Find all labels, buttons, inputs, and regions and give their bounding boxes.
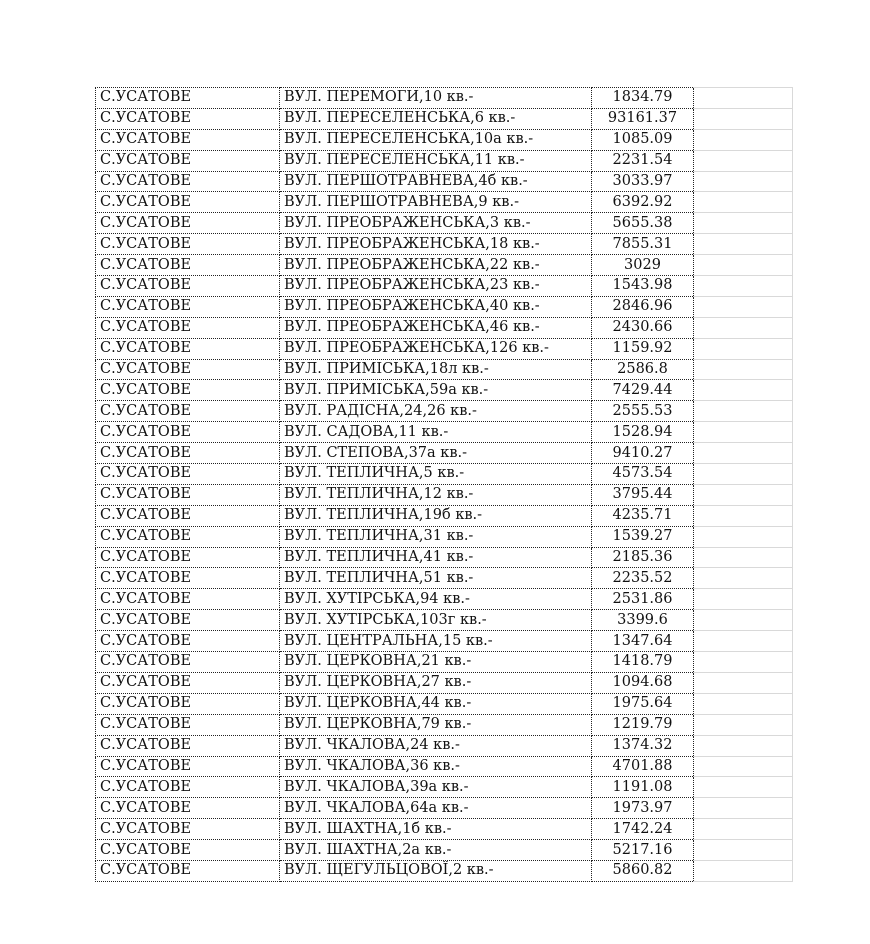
table-row [96, 150, 793, 171]
table-row [96, 234, 793, 255]
empty-cell [694, 589, 793, 610]
address-cell: ВУЛ. ЦЕНТРАЛЬНА,15 кв.- [280, 631, 592, 652]
address-cell: ВУЛ. ПЕРЕМОГИ,10 кв.- [280, 88, 592, 109]
table-row [96, 840, 793, 861]
table-body [96, 88, 793, 882]
address-cell: ВУЛ. ПРЕОБРАЖЕНСЬКА,23 кв.- [280, 276, 592, 297]
table-row [96, 359, 793, 380]
village-cell: С.УСАТОВЕ [96, 840, 280, 861]
address-cell: ВУЛ. ЦЕРКОВНА,44 кв.- [280, 693, 592, 714]
address-cell: ВУЛ. ПРЕОБРАЖЕНСЬКА,40 кв.- [280, 296, 592, 317]
empty-cell [694, 171, 793, 192]
village-cell: С.УСАТОВЕ [96, 505, 280, 526]
amount-cell: 1539.27 [592, 526, 694, 547]
amount-cell: 3033.97 [592, 171, 694, 192]
address-cell: ВУЛ. ПРЕОБРАЖЕНСЬКА,22 кв.- [280, 255, 592, 276]
address-cell: ВУЛ. ЧКАЛОВА,36 кв.- [280, 756, 592, 777]
address-cell: ВУЛ. ТЕПЛИЧНА,31 кв.- [280, 526, 592, 547]
village-cell: С.УСАТОВЕ [96, 777, 280, 798]
table-row [96, 464, 793, 485]
table-row [96, 108, 793, 129]
empty-cell [694, 422, 793, 443]
empty-cell [694, 610, 793, 631]
address-cell: ВУЛ. ЧКАЛОВА,39а кв.- [280, 777, 592, 798]
amount-cell: 3795.44 [592, 484, 694, 505]
village-cell: С.УСАТОВЕ [96, 672, 280, 693]
village-cell: С.УСАТОВЕ [96, 798, 280, 819]
table-row [96, 422, 793, 443]
amount-cell: 2531.86 [592, 589, 694, 610]
address-cell: ВУЛ. САДОВА,11 кв.- [280, 422, 592, 443]
village-cell: С.УСАТОВЕ [96, 631, 280, 652]
empty-cell [694, 150, 793, 171]
amount-cell: 1834.79 [592, 88, 694, 109]
empty-cell [694, 380, 793, 401]
amount-cell: 1159.92 [592, 338, 694, 359]
debt-table [95, 87, 793, 882]
village-cell: С.УСАТОВЕ [96, 296, 280, 317]
amount-cell: 93161.37 [592, 108, 694, 129]
empty-cell [694, 756, 793, 777]
village-cell: С.УСАТОВЕ [96, 108, 280, 129]
amount-cell: 4235.71 [592, 505, 694, 526]
table-row [96, 756, 793, 777]
address-cell: ВУЛ. ПРИМІСЬКА,18л кв.- [280, 359, 592, 380]
table-row [96, 714, 793, 735]
amount-cell: 6392.92 [592, 192, 694, 213]
address-cell: ВУЛ. ХУТІРСЬКА,103г кв.- [280, 610, 592, 631]
amount-cell: 3029 [592, 255, 694, 276]
amount-cell: 2231.54 [592, 150, 694, 171]
table-row [96, 484, 793, 505]
table-row [96, 631, 793, 652]
amount-cell: 2185.36 [592, 547, 694, 568]
village-cell: С.УСАТОВЕ [96, 735, 280, 756]
village-cell: С.УСАТОВЕ [96, 276, 280, 297]
address-cell: ВУЛ. ПРЕОБРАЖЕНСЬКА,18 кв.- [280, 234, 592, 255]
village-cell: С.УСАТОВЕ [96, 464, 280, 485]
address-cell: ВУЛ. ТЕПЛИЧНА,41 кв.- [280, 547, 592, 568]
amount-cell: 2430.66 [592, 317, 694, 338]
address-cell: ВУЛ. ТЕПЛИЧНА,19б кв.- [280, 505, 592, 526]
empty-cell [694, 359, 793, 380]
address-cell: ВУЛ. ЦЕРКОВНА,21 кв.- [280, 652, 592, 673]
empty-cell [694, 777, 793, 798]
village-cell: С.УСАТОВЕ [96, 547, 280, 568]
address-cell: ВУЛ. ЧКАЛОВА,64а кв.- [280, 798, 592, 819]
address-cell: ВУЛ. ПРИМІСЬКА,59а кв.- [280, 380, 592, 401]
table-row [96, 589, 793, 610]
table-row [96, 296, 793, 317]
empty-cell [694, 693, 793, 714]
amount-cell: 4701.88 [592, 756, 694, 777]
amount-cell: 1219.79 [592, 714, 694, 735]
table-row [96, 129, 793, 150]
village-cell: С.УСАТОВЕ [96, 129, 280, 150]
village-cell: С.УСАТОВЕ [96, 568, 280, 589]
table-row [96, 672, 793, 693]
table-row [96, 568, 793, 589]
empty-cell [694, 129, 793, 150]
village-cell: С.УСАТОВЕ [96, 693, 280, 714]
amount-cell: 1347.64 [592, 631, 694, 652]
amount-cell: 1085.09 [592, 129, 694, 150]
address-cell: ВУЛ. ПЕРЕСЕЛЕНСЬКА,6 кв.- [280, 108, 592, 129]
village-cell: С.УСАТОВЕ [96, 338, 280, 359]
amount-cell: 5860.82 [592, 860, 694, 881]
village-cell: С.УСАТОВЕ [96, 610, 280, 631]
table-row [96, 88, 793, 109]
village-cell: С.УСАТОВЕ [96, 443, 280, 464]
address-cell: ВУЛ. ТЕПЛИЧНА,51 кв.- [280, 568, 592, 589]
table-row [96, 443, 793, 464]
amount-cell: 1975.64 [592, 693, 694, 714]
empty-cell [694, 798, 793, 819]
amount-cell: 2846.96 [592, 296, 694, 317]
village-cell: С.УСАТОВЕ [96, 652, 280, 673]
table-row [96, 338, 793, 359]
table-row [96, 860, 793, 881]
table-row [96, 317, 793, 338]
village-cell: С.УСАТОВЕ [96, 213, 280, 234]
village-cell: С.УСАТОВЕ [96, 401, 280, 422]
table-row [96, 735, 793, 756]
table-row [96, 610, 793, 631]
empty-cell [694, 88, 793, 109]
empty-cell [694, 505, 793, 526]
address-cell: ВУЛ. ПРЕОБРАЖЕНСЬКА,3 кв.- [280, 213, 592, 234]
address-cell: ВУЛ. ШАХТНА,2а кв.- [280, 840, 592, 861]
spreadsheet-page [95, 87, 793, 882]
village-cell: С.УСАТОВЕ [96, 171, 280, 192]
amount-cell: 3399.6 [592, 610, 694, 631]
village-cell: С.УСАТОВЕ [96, 192, 280, 213]
amount-cell: 9410.27 [592, 443, 694, 464]
empty-cell [694, 484, 793, 505]
table-row [96, 652, 793, 673]
address-cell: ВУЛ. ЩЕГУЛЬЦОВОЇ,2 кв.- [280, 860, 592, 881]
address-cell: ВУЛ. ПЕРШОТРАВНЕВА,4б кв.- [280, 171, 592, 192]
empty-cell [694, 631, 793, 652]
amount-cell: 5655.38 [592, 213, 694, 234]
empty-cell [694, 714, 793, 735]
address-cell: ВУЛ. ТЕПЛИЧНА,5 кв.- [280, 464, 592, 485]
village-cell: С.УСАТОВЕ [96, 860, 280, 881]
empty-cell [694, 464, 793, 485]
table-row [96, 777, 793, 798]
table-row [96, 171, 793, 192]
empty-cell [694, 443, 793, 464]
empty-cell [694, 108, 793, 129]
address-cell: ВУЛ. ПРЕОБРАЖЕНСЬКА,126 кв.- [280, 338, 592, 359]
empty-cell [694, 234, 793, 255]
village-cell: С.УСАТОВЕ [96, 234, 280, 255]
amount-cell: 1973.97 [592, 798, 694, 819]
empty-cell [694, 338, 793, 359]
village-cell: С.УСАТОВЕ [96, 422, 280, 443]
table-row [96, 401, 793, 422]
village-cell: С.УСАТОВЕ [96, 88, 280, 109]
table-row [96, 255, 793, 276]
amount-cell: 1094.68 [592, 672, 694, 693]
empty-cell [694, 526, 793, 547]
village-cell: С.УСАТОВЕ [96, 150, 280, 171]
table-row [96, 798, 793, 819]
empty-cell [694, 672, 793, 693]
amount-cell: 1418.79 [592, 652, 694, 673]
empty-cell [694, 735, 793, 756]
table-row [96, 213, 793, 234]
empty-cell [694, 652, 793, 673]
table-row [96, 819, 793, 840]
village-cell: С.УСАТОВЕ [96, 589, 280, 610]
amount-cell: 7429.44 [592, 380, 694, 401]
address-cell: ВУЛ. ПЕРШОТРАВНЕВА,9 кв.- [280, 192, 592, 213]
village-cell: С.УСАТОВЕ [96, 255, 280, 276]
village-cell: С.УСАТОВЕ [96, 714, 280, 735]
table-row [96, 693, 793, 714]
address-cell: ВУЛ. ШАХТНА,1б кв.- [280, 819, 592, 840]
empty-cell [694, 213, 793, 234]
amount-cell: 7855.31 [592, 234, 694, 255]
amount-cell: 2555.53 [592, 401, 694, 422]
empty-cell [694, 568, 793, 589]
amount-cell: 1374.32 [592, 735, 694, 756]
address-cell: ВУЛ. ЧКАЛОВА,24 кв.- [280, 735, 592, 756]
village-cell: С.УСАТОВЕ [96, 756, 280, 777]
address-cell: ВУЛ. ЦЕРКОВНА,79 кв.- [280, 714, 592, 735]
village-cell: С.УСАТОВЕ [96, 819, 280, 840]
address-cell: ВУЛ. ХУТІРСЬКА,94 кв.- [280, 589, 592, 610]
table-row [96, 276, 793, 297]
amount-cell: 1528.94 [592, 422, 694, 443]
amount-cell: 5217.16 [592, 840, 694, 861]
table-row [96, 505, 793, 526]
address-cell: ВУЛ. ПРЕОБРАЖЕНСЬКА,46 кв.- [280, 317, 592, 338]
village-cell: С.УСАТОВЕ [96, 359, 280, 380]
empty-cell [694, 296, 793, 317]
table-row [96, 380, 793, 401]
empty-cell [694, 860, 793, 881]
empty-cell [694, 819, 793, 840]
empty-cell [694, 255, 793, 276]
village-cell: С.УСАТОВЕ [96, 484, 280, 505]
table-row [96, 547, 793, 568]
empty-cell [694, 317, 793, 338]
amount-cell: 1191.08 [592, 777, 694, 798]
empty-cell [694, 547, 793, 568]
address-cell: ВУЛ. ТЕПЛИЧНА,12 кв.- [280, 484, 592, 505]
address-cell: ВУЛ. ЦЕРКОВНА,27 кв.- [280, 672, 592, 693]
village-cell: С.УСАТОВЕ [96, 317, 280, 338]
empty-cell [694, 840, 793, 861]
village-cell: С.УСАТОВЕ [96, 380, 280, 401]
amount-cell: 2235.52 [592, 568, 694, 589]
amount-cell: 4573.54 [592, 464, 694, 485]
amount-cell: 1543.98 [592, 276, 694, 297]
amount-cell: 2586.8 [592, 359, 694, 380]
address-cell: ВУЛ. СТЕПОВА,37а кв.- [280, 443, 592, 464]
village-cell: С.УСАТОВЕ [96, 526, 280, 547]
empty-cell [694, 276, 793, 297]
address-cell: ВУЛ. ПЕРЕСЕЛЕНСЬКА,10а кв.- [280, 129, 592, 150]
empty-cell [694, 401, 793, 422]
table-row [96, 192, 793, 213]
amount-cell: 1742.24 [592, 819, 694, 840]
address-cell: ВУЛ. ПЕРЕСЕЛЕНСЬКА,11 кв.- [280, 150, 592, 171]
table-row [96, 526, 793, 547]
empty-cell [694, 192, 793, 213]
address-cell: ВУЛ. РАДІСНА,24,26 кв.- [280, 401, 592, 422]
